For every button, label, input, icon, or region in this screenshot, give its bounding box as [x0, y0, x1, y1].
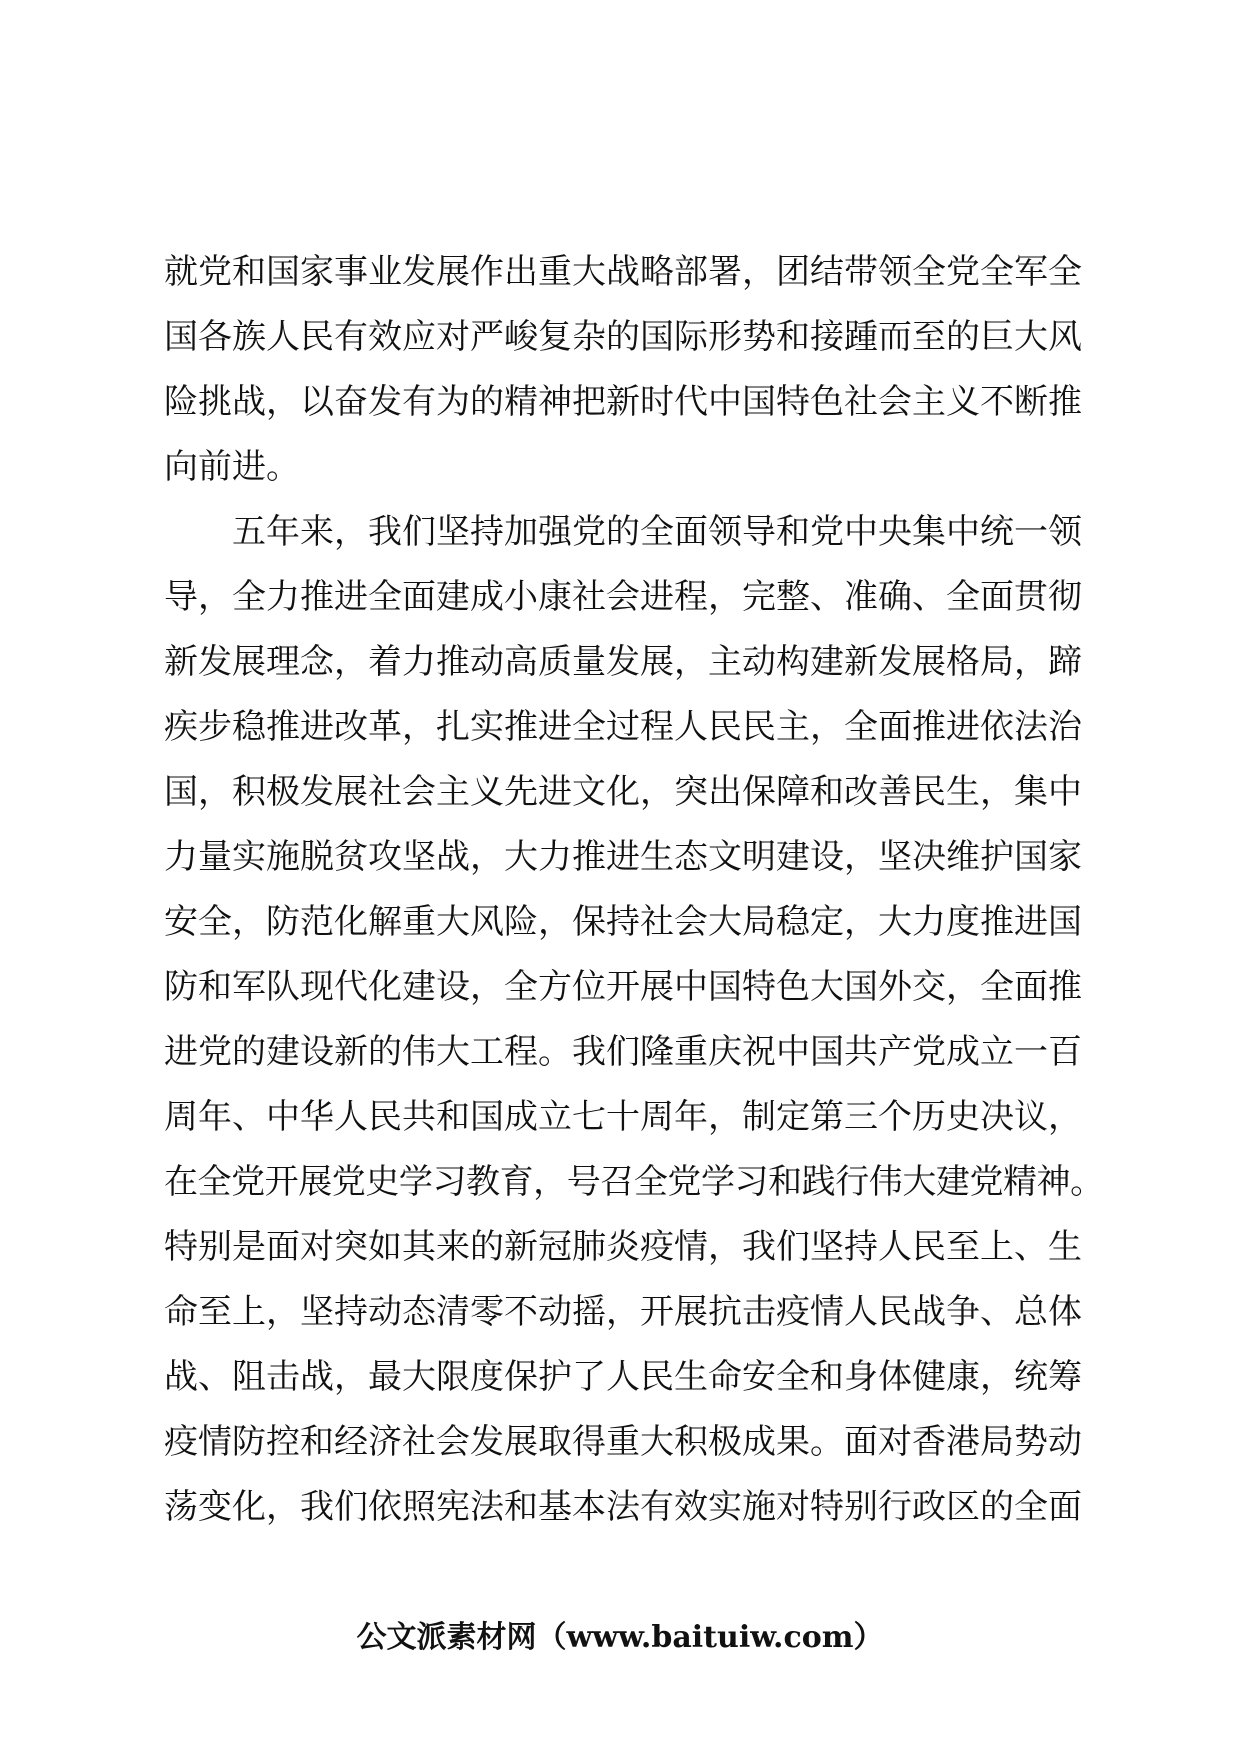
text-line: 就党和国家事业发展作出重大战略部署，团结带领全党全军全 — [164, 252, 1082, 292]
text-line: 在全党开展党史学习教育，号召全党学习和践行伟大建党精神。 — [164, 1162, 1104, 1202]
text-line: 特别是面对突如其来的新冠肺炎疫情，我们坚持人民至上、生 — [164, 1227, 1082, 1267]
text-line: 进党的建设新的伟大工程。我们隆重庆祝中国共产党成立一百 — [164, 1032, 1082, 1072]
text-line: 周年、中华人民共和国成立七十周年，制定第三个历史决议， — [164, 1097, 1082, 1137]
text-line: 险挑战，以奋发有为的精神把新时代中国特色社会主义不断推 — [164, 382, 1082, 422]
body-text — [164, 240, 1104, 1540]
text-line: 疾步稳推进改革，扎实推进全过程人民民主，全面推进依法治 — [164, 707, 1082, 747]
text-line: 导，全力推进全面建成小康社会进程，完整、准确、全面贯彻 — [164, 577, 1082, 617]
footer-watermark: 公文派素材网（www.baituiw.com） — [356, 1620, 884, 1655]
text-line: 荡变化，我们依照宪法和基本法有效实施对特别行政区的全面 — [164, 1487, 1082, 1527]
text-line: 五年来，我们坚持加强党的全面领导和党中央集中统一领 — [232, 512, 1082, 552]
text-line: 疫情防控和经济社会发展取得重大积极成果。面对香港局势动 — [164, 1422, 1082, 1462]
text-line: 向前进。 — [164, 447, 300, 487]
text-line: 力量实施脱贫攻坚战，大力推进生态文明建设，坚决维护国家 — [164, 837, 1082, 877]
text-line: 安全，防范化解重大风险，保持社会大局稳定，大力度推进国 — [164, 902, 1082, 942]
text-line: 国，积极发展社会主义先进文化，突出保障和改善民生，集中 — [164, 772, 1082, 812]
text-line: 命至上，坚持动态清零不动摇，开展抗击疫情人民战争、总体 — [164, 1292, 1082, 1332]
text-line: 新发展理念，着力推动高质量发展，主动构建新发展格局，蹄 — [164, 642, 1082, 682]
text-line: 国各族人民有效应对严峻复杂的国际形势和接踵而至的巨大风 — [164, 317, 1082, 357]
text-line: 防和军队现代化建设，全方位开展中国特色大国外交，全面推 — [164, 967, 1082, 1007]
text-line: 战、阻击战，最大限度保护了人民生命安全和身体健康，统筹 — [164, 1357, 1082, 1397]
